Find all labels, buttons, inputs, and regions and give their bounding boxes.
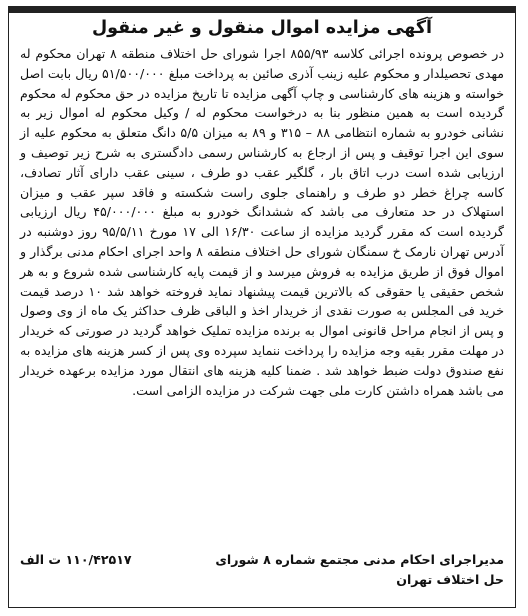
notice-frame <box>8 6 516 608</box>
top-border-bar <box>9 7 515 13</box>
reference-number: ۱۱۰/۴۲۵۱۷ ت الف <box>20 552 132 567</box>
signature: مدیراجرای احکام مدنی مجتمع شماره ۸ شورای حل اختلاف تهران <box>215 552 504 587</box>
notice-title: آگهی مزایده اموال منقول و غیر منقول <box>91 18 433 38</box>
notice-body: در خصوص پرونده اجرائی کلاسه ۸۵۵/۹۳ اجرا شورای حل اختلاف منطقه ۸ تهران محکوم له مهدی تحصیلدار و محکوم علیه زینب آذری صائین به پرداخت مبلغ ۵۱/۵۰۰/۰۰۰ ریال بابت اصل خواسته و هزینه های کارشناسی و چاپ آگهی مزایده تا تاریخ مزایده در حق محکوم له محکوم گردیده است به همین منظور بنا به درخواست محکوم له / وکیل محکوم له اموال زیر به نشانی خودرو به شماره انتظامی ۸۸ – ۳۱۵ و ۸۹ به میزان ۵/۵ دانگ متعلق به محکوم علیه از سوی این اجرا توقیف و پس از ارجاع به کارشناس رسمی دادگستری به شرح زیر توصیف و ارزیابی شده است درب اتاق بار ، گلگیر عقب دو طرف ، سینی عقب دارای آثار تصادف، کاسه چراغ خطر دو طرف و راهنمای جلوی راست شکسته و فاقد سپر عقب و میزان استهلاک در حد متعارف می باشد که ششدانگ خودرو به مبلغ ۴۵/۰۰۰/۰۰۰ ریال ارزیابی گردیده است که مقرر گردید مزایده از ساعت ۱۶/۳۰ الی ۱۷ مورخ ۹۵/۵/۱۱ روز دوشنبه در آدرس تهران نارمک خ سمنگان شورای حل اختلاف منطقه ۸ واحد اجرای احکام مدنی برگذار و اموال فوق از طریق مزایده به فروش میرسد و از قیمت پایه کارشناسی شده شروع و به هر شخص حقیقی یا حقوقی که بالاترین قیمت پیشنهاد نماید فروخته خواهد شد ۱۰ درصد قیمت خرید فی المجلس به صورت نقدی از خریدار اخذ و الباقی ظرف حداکثر یک ماه از وی وصول و پس از انجام مراحل قانونی اموال به برنده مزایده تملیک خواهد گردید در صورتی که خریدار در مهلت مقرر بقیه وجه مزایده را پرداخت ننماید سپرده وی پس از کسر هزینه های مزایده به نفع صندوق دولت ضبط خواهد شد . ضمنا کلیه هزینه های انتقال مورد مزایده برعهده خریدار می باشد همراه داشتن کارت ملی جهت شرکت در مزایده الزامی است. <box>20 46 505 398</box>
notice-footer <box>20 550 504 602</box>
